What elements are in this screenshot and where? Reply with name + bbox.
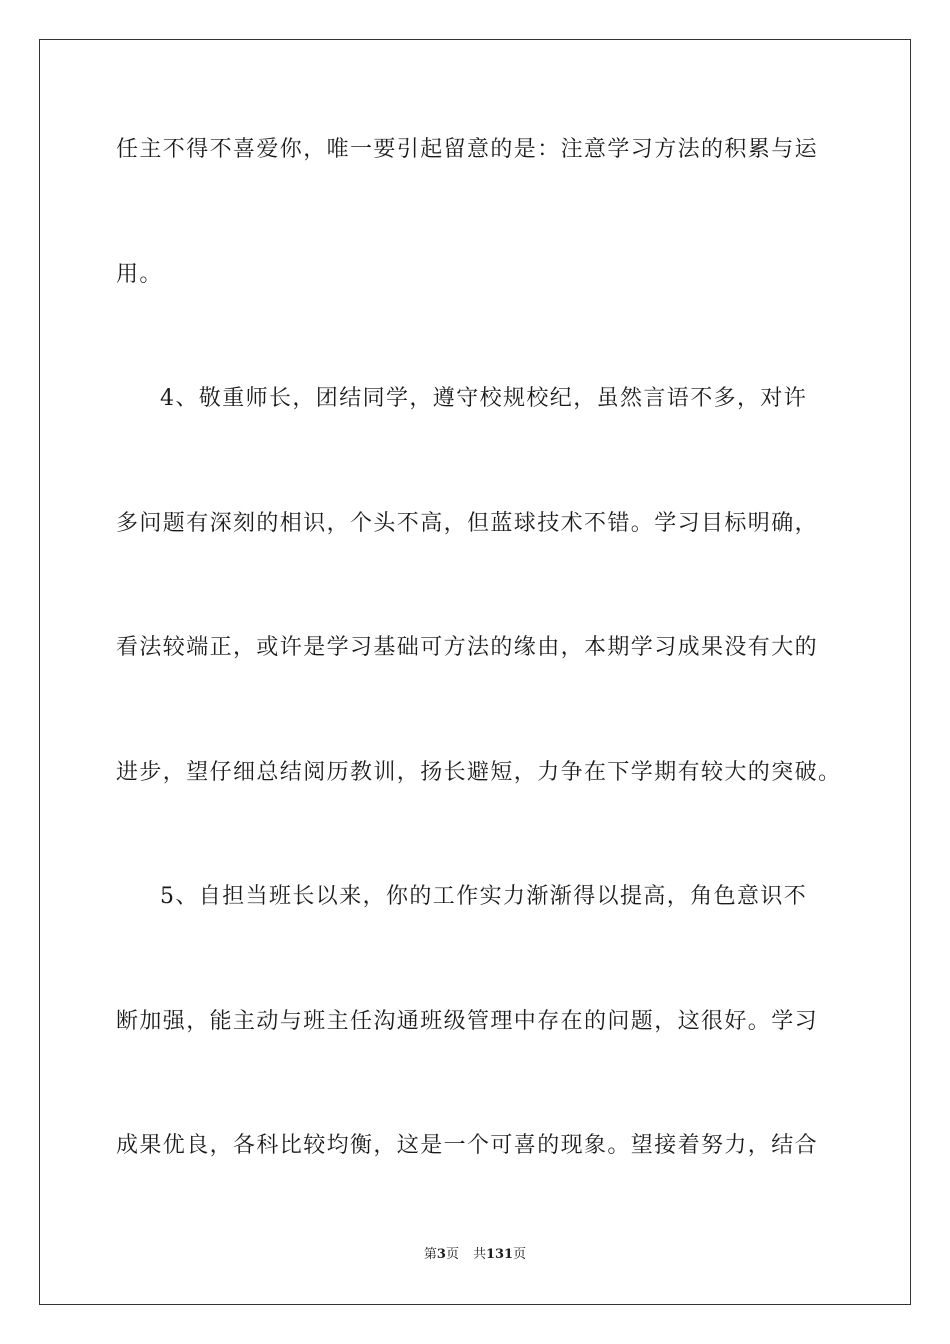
current-page-number: 3	[436, 1247, 446, 1262]
total-suffix: 页	[513, 1247, 527, 1262]
text-line: 进步，望仔细总结阅历教训，扬长避短，力争在下学期有较大的突破。	[116, 760, 842, 785]
text-line: 用。	[116, 262, 163, 287]
text-line: 看法较端正，或许是学习基础可方法的缘由，本期学习成果没有大的	[116, 635, 819, 660]
page-suffix: 页	[445, 1247, 459, 1262]
text-line: 任主不得不喜爱你，唯一要引起留意的是：注意学习方法的积累与运	[116, 137, 819, 162]
page-footer	[0, 1246, 950, 1264]
page-prefix: 第	[423, 1247, 437, 1262]
total-pages: 131	[485, 1247, 514, 1262]
text-line: 成果优良，各科比较均衡，这是一个可喜的现象。望接着努力，结合	[116, 1133, 819, 1158]
paragraph-start-line: 5、自担当班长以来，你的工作实力渐渐得以提高，角色意识不	[160, 884, 808, 909]
paragraph-start-line: 4、敬重师长，团结同学，遵守校规校纪，虽然言语不多，对许	[160, 386, 808, 411]
total-prefix: 共	[472, 1247, 486, 1262]
text-line: 断加强，能主动与班主任沟通班级管理中存在的问题，这很好。学习	[116, 1009, 819, 1034]
page-border	[39, 39, 911, 1305]
text-line: 多问题有深刻的相识，个头不高，但蓝球技术不错。学习目标明确，	[116, 511, 819, 536]
